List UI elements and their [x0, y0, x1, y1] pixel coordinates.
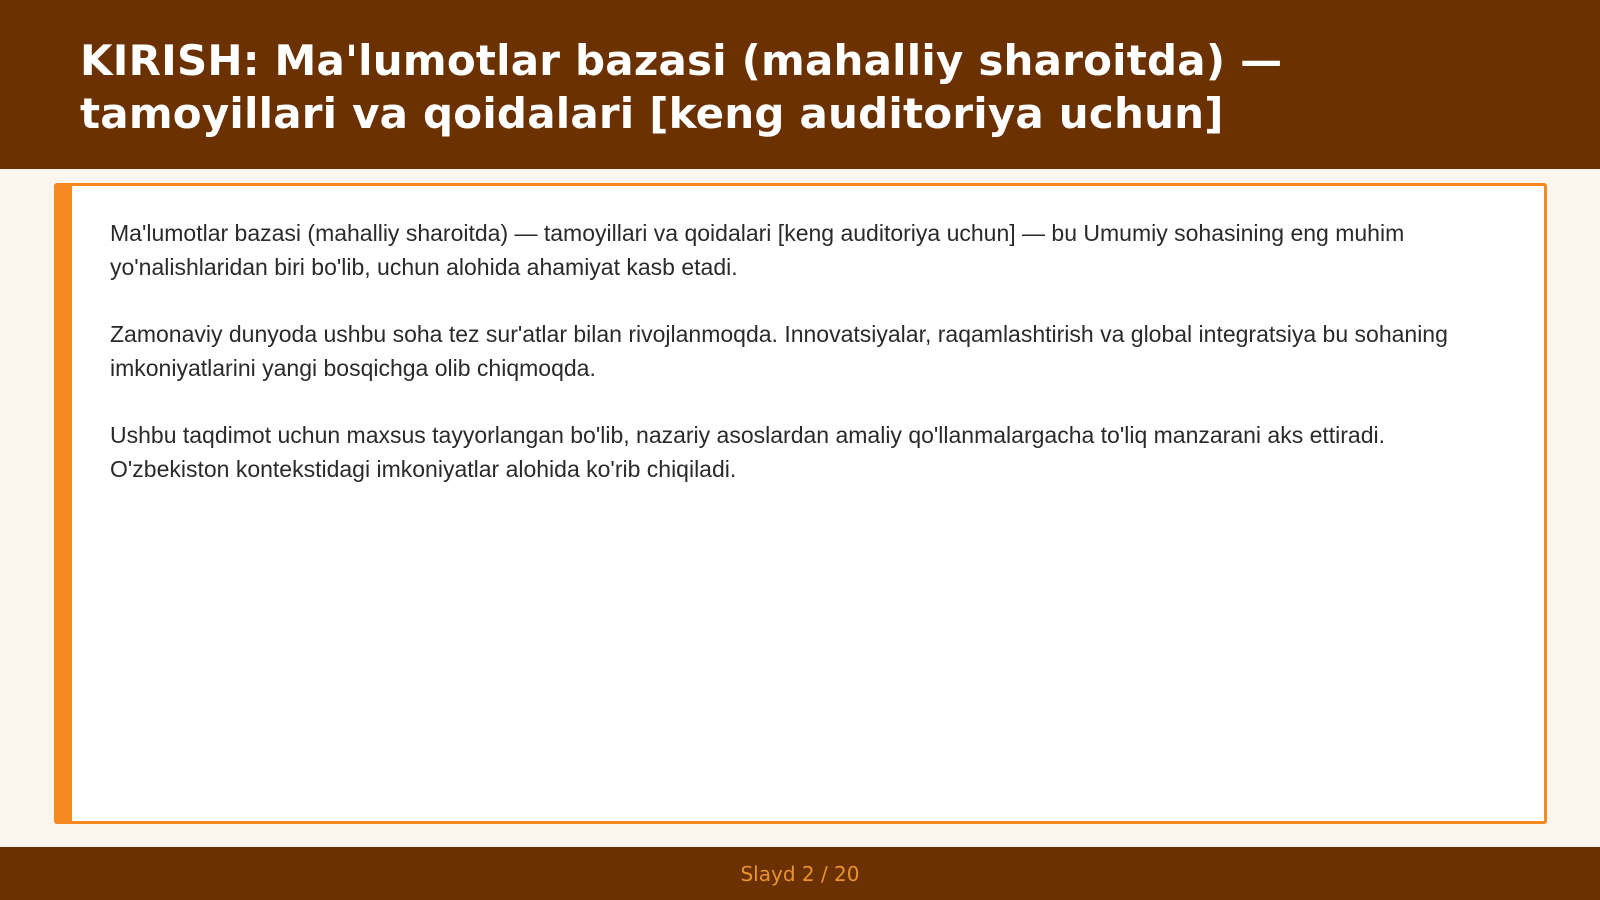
- slide-header: [0, 0, 1600, 169]
- body-paragraph-3: Ushbu taqdimot uchun maxsus tayyorlangan bo'lib, nazariy asoslardan amaliy qo'llanmalargacha to'liq manzarani aks ettiradi. O'zbekiston kontekstidagi imkoniyatlar alohida ko'rib chiqiladi.: [110, 422, 1386, 482]
- slide-counter: Slayd 2 / 20: [740, 862, 860, 886]
- slide-title: KIRISH: Ma'lumotlar bazasi (mahalliy sharoitda) — tamoyillari va qoidalari [keng auditoriya uchun]: [80, 36, 1283, 138]
- body-paragraph-2: Zamonaviy dunyoda ushbu soha tez sur'atlar bilan rivojlanmoqda. Innovatsiyalar, raqamlashtirish va global integratsiya bu sohaning imkoniyatlarini yangi bosqichga olib chiqmoqda.: [110, 321, 1448, 381]
- content-card: [54, 183, 1547, 824]
- slide-footer: [0, 847, 1600, 900]
- body-paragraph-1: Ma'lumotlar bazasi (mahalliy sharoitda) — tamoyillari va qoidalari [keng auditoriya uchun] — bu Umumiy sohasining eng muhim yo'nalishlaridan biri bo'lib, uchun alohida ahamiyat kasb etadi.: [110, 220, 1405, 280]
